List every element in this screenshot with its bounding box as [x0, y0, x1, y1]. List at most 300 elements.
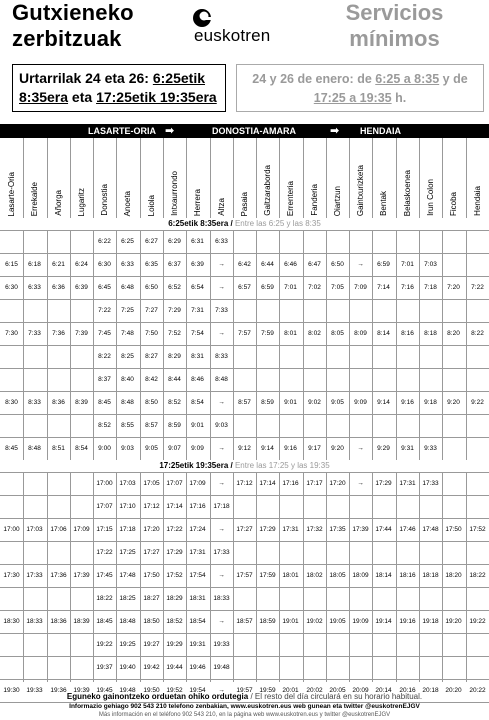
departure-time: 7:22 [471, 284, 484, 291]
departure-time: 7:16 [401, 284, 414, 291]
station-name: Pasaia [240, 191, 249, 216]
departure-time: 19:54 [189, 687, 206, 694]
departure-time: 8:02 [308, 330, 321, 337]
brand-name: euskotren [194, 26, 271, 45]
grid-row-divider [0, 253, 489, 254]
departure-time: 6:18 [28, 261, 41, 268]
departure-time: 9:16 [401, 399, 414, 406]
departure-time: 9:22 [471, 399, 484, 406]
departure-time: 8:40 [121, 376, 134, 383]
station-header [140, 142, 163, 216]
route-origin: LASARTE-ORIA [88, 126, 156, 136]
departure-time: 18:25 [119, 595, 136, 602]
arrow-right-icon: ➡ [330, 125, 340, 137]
route-destination: HENDAIA [360, 126, 402, 136]
departure-time: 17:24 [189, 526, 206, 533]
departure-time: 7:54 [191, 330, 204, 337]
departure-time: 17:03 [119, 480, 136, 487]
grid-row-divider [0, 391, 489, 392]
departure-time: 17:36 [50, 572, 67, 579]
departure-time: 8:30 [5, 399, 18, 406]
departure-time: 17:29 [375, 480, 392, 487]
departure-time: 19:14 [375, 618, 392, 625]
departure-time: 17:54 [189, 572, 206, 579]
station-header [47, 142, 70, 216]
grid-row-divider [0, 322, 489, 323]
departure-time: 7:25 [121, 307, 134, 314]
departure-time: 17:20 [329, 480, 346, 487]
departure-time: 19:31 [189, 641, 206, 648]
footer-info-spanish: Más información en el teléfono 902 543 210, en la página web www.euskotren.eus y twitter @euskotrenEJGV [98, 712, 391, 718]
section-label-basque: 17:25etik 19:35era / [159, 461, 233, 470]
grid-row-divider [0, 679, 489, 680]
departure-time: 19:59 [259, 687, 276, 694]
departure-time: 9:20 [447, 399, 460, 406]
departure-time: 6:35 [145, 261, 158, 268]
departure-time: 6:54 [191, 284, 204, 291]
station-name: Lasarte-Oria [7, 171, 16, 216]
departure-time: 17:48 [119, 572, 136, 579]
route-bar [0, 124, 489, 138]
departure-time: 18:39 [73, 618, 90, 625]
departure-time: 7:36 [52, 330, 65, 337]
departure-time: 19:44 [166, 664, 183, 671]
departure-time: 17:27 [143, 549, 160, 556]
departure-time: 17:18 [119, 526, 136, 533]
departure-time: 8:57 [145, 422, 158, 429]
departure-time: 8:01 [284, 330, 297, 337]
departure-time: 18:01 [282, 572, 299, 579]
arrow-right-icon: ➡ [165, 125, 175, 137]
departure-time: 9:17 [308, 445, 321, 452]
departure-time: 6:45 [98, 284, 111, 291]
departure-time: 8:20 [447, 330, 460, 337]
footer-note [0, 692, 489, 702]
departure-time: 8:05 [331, 330, 344, 337]
departure-time: 17:32 [306, 526, 323, 533]
departure-time: 20:01 [282, 687, 299, 694]
departure-time: 8:42 [145, 376, 158, 383]
grid-row-divider [0, 495, 489, 496]
departure-time: 8:44 [168, 376, 181, 383]
departure-time: 18:50 [143, 618, 160, 625]
departure-time: 19:02 [306, 618, 323, 625]
departure-time: 7:33 [215, 307, 228, 314]
pass-through-arrow-icon: → [357, 445, 364, 452]
departure-time: 17:52 [469, 526, 486, 533]
grid-row-divider [0, 656, 489, 657]
departure-time: 7:02 [308, 284, 321, 291]
departure-time: 19:33 [213, 641, 230, 648]
departure-time: 7:30 [5, 330, 18, 337]
pass-through-arrow-icon: → [357, 480, 364, 487]
departure-time: 17:22 [96, 549, 113, 556]
departure-time: 20:05 [329, 687, 346, 694]
departure-time: 17:50 [445, 526, 462, 533]
grid-row-divider [0, 472, 489, 473]
grid-row-divider [0, 610, 489, 611]
departure-time: 19:22 [469, 618, 486, 625]
departure-time: 17:16 [189, 503, 206, 510]
departure-time: 19:18 [422, 618, 439, 625]
departure-time: 9:02 [308, 399, 321, 406]
departure-time: 9:03 [121, 445, 134, 452]
station-header [372, 142, 395, 216]
departure-time: 7:20 [447, 284, 460, 291]
departure-time: 17:14 [166, 503, 183, 510]
departure-time: 17:12 [236, 480, 253, 487]
grid-row-divider [0, 437, 489, 438]
departure-time: 20:09 [352, 687, 369, 694]
section-header [0, 218, 489, 230]
station-header [256, 142, 279, 216]
notice-basque-time1: 6:25etik [152, 70, 206, 86]
departure-time: 19:33 [26, 687, 43, 694]
station-name: Altza [217, 198, 226, 216]
departure-time: 18:54 [189, 618, 206, 625]
timetable-grid [0, 138, 489, 694]
departure-time: 6:30 [98, 261, 111, 268]
grid-row-divider [0, 276, 489, 277]
footer-note-spanish: / El resto del día circulará en su horario habitual. [248, 692, 423, 701]
departure-time: 8:18 [424, 330, 437, 337]
departure-time: 7:39 [75, 330, 88, 337]
station-name: Lugaritz [77, 187, 86, 216]
departure-time: 7:29 [168, 307, 181, 314]
notice-basque [12, 64, 226, 112]
departure-time: 9:14 [261, 445, 274, 452]
pass-through-arrow-icon: → [218, 261, 225, 268]
title-spanish-line1: Servicios [345, 0, 444, 25]
departure-time: 9:33 [424, 445, 437, 452]
departure-time: 17:48 [422, 526, 439, 533]
departure-time: 7:50 [145, 330, 158, 337]
departure-time: 9:00 [98, 445, 111, 452]
station-name: Galtzaraborda [263, 165, 272, 216]
grid-row-divider [0, 230, 489, 231]
pass-through-arrow-icon: → [218, 284, 225, 291]
departure-time: 9:01 [284, 399, 297, 406]
section-label-spanish: Entre las 17:25 y las 19:35 [232, 461, 330, 470]
departure-time: 19:42 [143, 664, 160, 671]
departure-time: 6:29 [168, 238, 181, 245]
station-header [116, 142, 139, 216]
departure-time: 8:37 [98, 376, 111, 383]
departure-time: 8:45 [98, 399, 111, 406]
departure-time: 17:10 [119, 503, 136, 510]
departure-time: 18:59 [259, 618, 276, 625]
departure-time: 17:07 [166, 480, 183, 487]
departure-time: 19:52 [166, 687, 183, 694]
departure-time: 17:29 [259, 526, 276, 533]
departure-time: 8:54 [191, 399, 204, 406]
departure-time: 7:18 [424, 284, 437, 291]
title-spanish-line2: mínimos [349, 26, 440, 51]
title-basque [0, 0, 190, 60]
departure-time: 17:31 [399, 480, 416, 487]
departure-time: 9:05 [331, 399, 344, 406]
station-name: Hendaia [473, 186, 482, 216]
departure-time: 18:33 [26, 618, 43, 625]
departure-time: 6:33 [28, 284, 41, 291]
departure-time: 8:52 [168, 399, 181, 406]
station-header [70, 142, 93, 216]
departure-time: 19:05 [329, 618, 346, 625]
section-label-spanish: Entre las 6:25 y las 8:35 [232, 219, 321, 228]
pass-through-arrow-icon: → [218, 687, 225, 694]
station-name: Añorga [54, 190, 63, 216]
station-name: Errenteria [286, 180, 295, 216]
notice-spanish-time1: 6:25 a 8:35 [375, 72, 440, 86]
grid-row-divider [0, 541, 489, 542]
departure-time: 6:50 [331, 261, 344, 268]
departure-time: 19:45 [96, 687, 113, 694]
departure-time: 17:50 [143, 572, 160, 579]
grid-row-divider [0, 633, 489, 634]
departure-time: 6:31 [191, 238, 204, 245]
station-name: Gaintxurizketa [356, 164, 365, 216]
departure-time: 8:33 [28, 399, 41, 406]
station-name: Anoeta [123, 190, 132, 216]
departure-time: 6:15 [5, 261, 18, 268]
departure-time: 8:51 [52, 445, 65, 452]
departure-time: 7:59 [261, 330, 274, 337]
station-header [303, 142, 326, 216]
departure-time: 18:22 [469, 572, 486, 579]
departure-time: 17:20 [143, 526, 160, 533]
departure-time: 18:27 [143, 595, 160, 602]
departure-time: 19:48 [119, 687, 136, 694]
departure-time: 6:59 [261, 284, 274, 291]
departure-time: 8:45 [5, 445, 18, 452]
departure-time: 18:45 [96, 618, 113, 625]
footer-info-basque: Informazio gehiago 902 543 210 telefono zenbakian, www.euskotren.eus web gunean eta twitter @euskotrenEJGV [69, 703, 420, 710]
departure-time: 8:27 [145, 353, 158, 360]
station-name: Herrera [193, 188, 202, 216]
departure-time: 17:18 [213, 503, 230, 510]
departure-time: 17:09 [189, 480, 206, 487]
pass-through-arrow-icon: → [218, 445, 225, 452]
departure-time: 20:14 [375, 687, 392, 694]
notice-spanish-text3: h. [391, 91, 407, 105]
departure-time: 8:48 [28, 445, 41, 452]
notice-basque-text2: eta [68, 89, 97, 105]
departure-time: 17:09 [73, 526, 90, 533]
departure-time: 8:22 [471, 330, 484, 337]
notice-spanish-time2: 17:25 a 19:35 [313, 91, 392, 105]
pass-through-arrow-icon: → [357, 261, 364, 268]
departure-time: 8:25 [121, 353, 134, 360]
departure-time: 18:16 [399, 572, 416, 579]
station-header [163, 142, 186, 216]
departure-time: 20:22 [469, 687, 486, 694]
departure-time: 17:31 [189, 549, 206, 556]
departure-time: 18:22 [96, 595, 113, 602]
euskotren-logo-icon [192, 8, 212, 28]
departure-time: 17:33 [213, 549, 230, 556]
notice-basque-text1: Urtarrilak 24 eta 26: [19, 70, 153, 86]
departure-time: 8:39 [75, 399, 88, 406]
station-header [186, 142, 209, 216]
departure-time: 19:50 [143, 687, 160, 694]
pass-through-arrow-icon: → [218, 399, 225, 406]
departure-time: 18:52 [166, 618, 183, 625]
station-name: Irun Colon [426, 179, 435, 216]
departure-time: 8:46 [191, 376, 204, 383]
departure-time: 18:31 [189, 595, 206, 602]
departure-time: 19:46 [189, 664, 206, 671]
departure-time: 17:05 [143, 480, 160, 487]
departure-time: 19:27 [143, 641, 160, 648]
departure-time: 17:14 [259, 480, 276, 487]
departure-time: 18:36 [50, 618, 67, 625]
departure-time: 17:30 [3, 572, 20, 579]
departure-time: 8:22 [98, 353, 111, 360]
departure-time: 7:01 [401, 261, 414, 268]
departure-time: 17:12 [143, 503, 160, 510]
departure-time: 8:54 [75, 445, 88, 452]
departure-time: 17:39 [73, 572, 90, 579]
departure-time: 19:20 [445, 618, 462, 625]
departure-time: 19:39 [73, 687, 90, 694]
departure-time: 17:57 [236, 572, 253, 579]
grid-row-divider [0, 564, 489, 565]
departure-time: 17:06 [50, 526, 67, 533]
departure-time: 7:27 [145, 307, 158, 314]
departure-time: 20:18 [422, 687, 439, 694]
route-via: DONOSTIA-AMARA [212, 126, 296, 136]
departure-time: 18:02 [306, 572, 323, 579]
station-name: Ficoba [449, 191, 458, 216]
departure-time: 17:39 [352, 526, 369, 533]
pass-through-arrow-icon: → [218, 526, 225, 533]
departure-time: 18:33 [213, 595, 230, 602]
departure-time: 17:52 [166, 572, 183, 579]
departure-time: 19:22 [96, 641, 113, 648]
station-name: Donostia [100, 184, 109, 216]
departure-time: 19:40 [119, 664, 136, 671]
departure-time: 6:36 [52, 284, 65, 291]
departure-time: 9:16 [284, 445, 297, 452]
departure-time: 9:05 [145, 445, 158, 452]
grid-row-divider [0, 345, 489, 346]
grid-row-divider [0, 518, 489, 519]
departure-time: 6:39 [75, 284, 88, 291]
departure-time: 6:44 [261, 261, 274, 268]
departure-time: 19:57 [236, 687, 253, 694]
departure-time: 6:39 [191, 261, 204, 268]
departure-time: 8:33 [215, 353, 228, 360]
departure-time: 18:48 [119, 618, 136, 625]
departure-time: 20:20 [445, 687, 462, 694]
departure-time: 18:09 [352, 572, 369, 579]
departure-time: 6:24 [75, 261, 88, 268]
departure-time: 18:14 [375, 572, 392, 579]
pass-through-arrow-icon: → [218, 618, 225, 625]
departure-time: 17:45 [96, 572, 113, 579]
departure-time: 7:22 [98, 307, 111, 314]
departure-time: 18:57 [236, 618, 253, 625]
departure-time: 8:48 [121, 399, 134, 406]
departure-time: 19:48 [213, 664, 230, 671]
station-name: Belaskoenea [403, 169, 412, 216]
departure-time: 7:52 [168, 330, 181, 337]
notice-spanish-text2: y de [439, 72, 468, 86]
departure-time: 18:05 [329, 572, 346, 579]
departure-time: 9:12 [238, 445, 251, 452]
grid-row-divider [0, 587, 489, 588]
departure-time: 6:46 [284, 261, 297, 268]
departure-time: 9:09 [191, 445, 204, 452]
station-header [93, 142, 116, 216]
grid-row-divider [0, 299, 489, 300]
departure-time: 9:18 [424, 399, 437, 406]
departure-time: 7:48 [121, 330, 134, 337]
departure-time: 6:37 [168, 261, 181, 268]
departure-time: 19:16 [399, 618, 416, 625]
departure-time: 19:29 [166, 641, 183, 648]
station-header [279, 142, 302, 216]
notice-spanish-text1: 24 y 26 de enero: de [252, 72, 376, 86]
departure-time: 7:14 [377, 284, 390, 291]
station-header [442, 142, 465, 216]
departure-time: 19:01 [282, 618, 299, 625]
station-header [0, 142, 23, 216]
euskotren-logo [192, 8, 288, 48]
departure-time: 6:57 [238, 284, 251, 291]
notice-basque-time3: 17:25etik 19:35era [96, 89, 217, 105]
pass-through-arrow-icon: → [218, 572, 225, 579]
departure-time: 19:37 [96, 664, 113, 671]
station-header [326, 142, 349, 216]
notice-basque-time2: 8:35era [19, 89, 69, 105]
station-header [210, 142, 233, 216]
departure-time: 8:31 [191, 353, 204, 360]
departure-time: 20:02 [306, 687, 323, 694]
departure-time: 8:59 [168, 422, 181, 429]
departure-time: 17:17 [306, 480, 323, 487]
grid-row-divider [0, 368, 489, 369]
departure-time: 17:07 [96, 503, 113, 510]
departure-time: 17:59 [259, 572, 276, 579]
grid-row-divider [0, 414, 489, 415]
station-header [23, 142, 46, 216]
departure-time: 6:47 [308, 261, 321, 268]
station-header [349, 142, 372, 216]
departure-time: 9:31 [401, 445, 414, 452]
departure-time: 9:07 [168, 445, 181, 452]
departure-time: 8:52 [98, 422, 111, 429]
departure-time: 17:00 [3, 526, 20, 533]
departure-time: 9:01 [191, 422, 204, 429]
notice-spanish [236, 64, 484, 112]
station-header [396, 142, 419, 216]
departure-time: 6:59 [377, 261, 390, 268]
departure-time: 8:29 [168, 353, 181, 360]
departure-time: 7:31 [191, 307, 204, 314]
departure-time: 17:35 [329, 526, 346, 533]
departure-time: 6:30 [5, 284, 18, 291]
title-basque-line1: Gutxieneko [12, 0, 134, 25]
section-label-basque: 6:25etik 8:35era / [168, 219, 233, 228]
departure-time: 6:22 [98, 238, 111, 245]
departure-time: 6:21 [52, 261, 65, 268]
departure-time: 8:14 [377, 330, 390, 337]
departure-time: 17:46 [399, 526, 416, 533]
departure-time: 8:55 [121, 422, 134, 429]
departure-time: 9:20 [331, 445, 344, 452]
departure-time: 17:29 [166, 549, 183, 556]
